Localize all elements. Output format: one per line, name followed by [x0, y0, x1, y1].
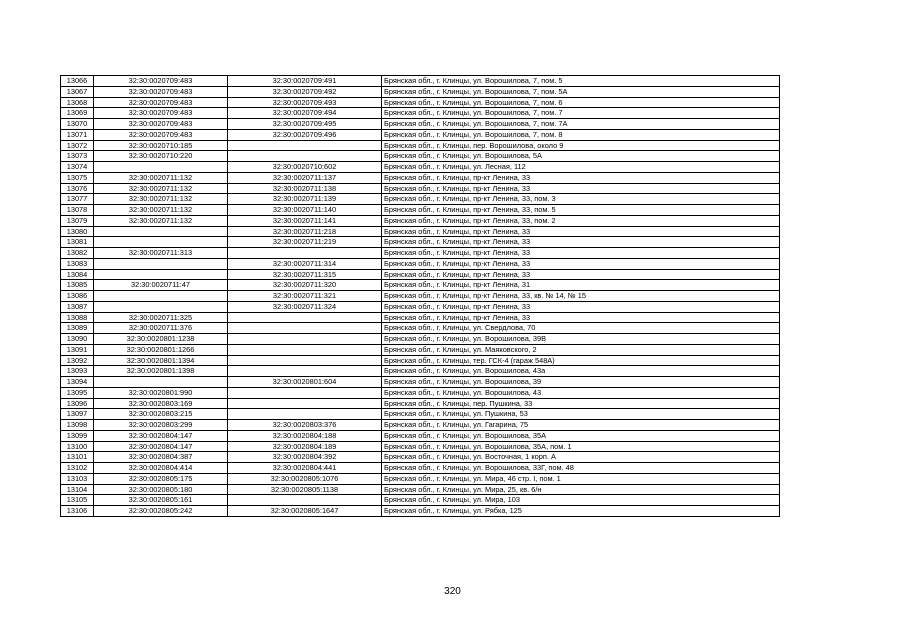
parcel-cadastral-number-cell: 32:30:0020711:132 — [94, 172, 228, 183]
address-cell: Брянская обл., г. Клинцы, пр-кт Ленина, 33, пом. 2 — [382, 215, 780, 226]
address-cell: Брянская обл., г. Клинцы, ул. Ворошилова, 7, пом. 6 — [382, 97, 780, 108]
parcel-cadastral-number-cell — [94, 301, 228, 312]
table-row — [61, 301, 780, 312]
object-cadastral-number-cell — [228, 151, 382, 162]
object-cadastral-number-cell: 32:30:0020801:604 — [228, 377, 382, 388]
parcel-cadastral-number-cell: 32:30:0020801:1394 — [94, 355, 228, 366]
address-cell: Брянская обл., г. Клинцы, тер. ГСК-4 (гараж 548А) — [382, 355, 780, 366]
object-cadastral-number-cell — [228, 323, 382, 334]
parcel-cadastral-number-cell: 32:30:0020803:299 — [94, 420, 228, 431]
address-cell: Брянская обл., г. Клинцы, ул. Ворошилова, 43а — [382, 366, 780, 377]
address-cell: Брянская обл., г. Клинцы, ул. Мира, 103 — [382, 495, 780, 506]
row-number-cell: 13102 — [61, 463, 94, 474]
object-cadastral-number-cell: 32:30:0020805:1076 — [228, 473, 382, 484]
row-number-cell: 13089 — [61, 323, 94, 334]
address-cell: Брянская обл., г. Клинцы, пр-кт Ленина, 33, пом. 5 — [382, 205, 780, 216]
parcel-cadastral-number-cell — [94, 269, 228, 280]
parcel-cadastral-number-cell — [94, 377, 228, 388]
object-cadastral-number-cell — [228, 398, 382, 409]
parcel-cadastral-number-cell: 32:30:0020711:132 — [94, 215, 228, 226]
row-number-cell: 13068 — [61, 97, 94, 108]
address-cell: Брянская обл., г. Клинцы, пр-кт Ленина, 31 — [382, 280, 780, 291]
table-row — [61, 387, 780, 398]
table-row — [61, 452, 780, 463]
row-number-cell: 13088 — [61, 312, 94, 323]
row-number-cell: 13083 — [61, 258, 94, 269]
table-row — [61, 441, 780, 452]
row-number-cell: 13072 — [61, 140, 94, 151]
table-row — [61, 473, 780, 484]
row-number-cell: 13076 — [61, 183, 94, 194]
table-row — [61, 172, 780, 183]
parcel-cadastral-number-cell: 32:30:0020805:242 — [94, 506, 228, 517]
table-row — [61, 430, 780, 441]
parcel-cadastral-number-cell: 32:30:0020711:132 — [94, 205, 228, 216]
table-row — [61, 291, 780, 302]
object-cadastral-number-cell: 32:30:0020711:219 — [228, 237, 382, 248]
table-row — [61, 226, 780, 237]
table-row — [61, 409, 780, 420]
object-cadastral-number-cell: 32:30:0020709:495 — [228, 119, 382, 130]
table-row — [61, 140, 780, 151]
object-cadastral-number-cell — [228, 344, 382, 355]
address-cell: Брянская обл., г. Клинцы, пр-кт Ленина, 33 — [382, 183, 780, 194]
table-row — [61, 334, 780, 345]
cadastral-register-table — [60, 75, 780, 517]
parcel-cadastral-number-cell: 32:30:0020709:483 — [94, 97, 228, 108]
address-cell: Брянская обл., г. Клинцы, ул. Пушкина, 53 — [382, 409, 780, 420]
table-row — [61, 258, 780, 269]
object-cadastral-number-cell — [228, 409, 382, 420]
address-cell: Брянская обл., г. Клинцы, ул. Мира, 46 стр. I, пом. 1 — [382, 473, 780, 484]
row-number-cell: 13091 — [61, 344, 94, 355]
parcel-cadastral-number-cell: 32:30:0020711:325 — [94, 312, 228, 323]
parcel-cadastral-number-cell: 32:30:0020711:132 — [94, 183, 228, 194]
row-number-cell: 13086 — [61, 291, 94, 302]
register-table-body — [61, 76, 780, 517]
parcel-cadastral-number-cell: 32:30:0020801:1266 — [94, 344, 228, 355]
address-cell: Брянская обл., г. Клинцы, ул. Ворошилова, 35А — [382, 430, 780, 441]
table-row — [61, 377, 780, 388]
parcel-cadastral-number-cell: 32:30:0020803:215 — [94, 409, 228, 420]
address-cell: Брянская обл., г. Клинцы, пр-кт Ленина, 33 — [382, 248, 780, 259]
table-row — [61, 398, 780, 409]
parcel-cadastral-number-cell: 32:30:0020710:220 — [94, 151, 228, 162]
object-cadastral-number-cell: 32:30:0020804:189 — [228, 441, 382, 452]
object-cadastral-number-cell: 32:30:0020711:320 — [228, 280, 382, 291]
parcel-cadastral-number-cell — [94, 237, 228, 248]
row-number-cell: 13099 — [61, 430, 94, 441]
table-row — [61, 495, 780, 506]
parcel-cadastral-number-cell: 32:30:0020710:185 — [94, 140, 228, 151]
address-cell: Брянская обл., г. Клинцы, ул. Рябка, 125 — [382, 506, 780, 517]
parcel-cadastral-number-cell: 32:30:0020804:414 — [94, 463, 228, 474]
address-cell: Брянская обл., г. Клинцы, ул. Гагарина, 75 — [382, 420, 780, 431]
parcel-cadastral-number-cell: 32:30:0020711:313 — [94, 248, 228, 259]
table-row — [61, 344, 780, 355]
parcel-cadastral-number-cell: 32:30:0020709:483 — [94, 129, 228, 140]
row-number-cell: 13077 — [61, 194, 94, 205]
parcel-cadastral-number-cell: 32:30:0020711:376 — [94, 323, 228, 334]
address-cell: Брянская обл., г. Клинцы, пр-кт Ленина, 33, кв. № 14, № 15 — [382, 291, 780, 302]
address-cell: Брянская обл., г. Клинцы, ул. Ворошилова, 33Г, пом. 48 — [382, 463, 780, 474]
address-cell: Брянская обл., г. Клинцы, ул. Ворошилова, 39 — [382, 377, 780, 388]
row-number-cell: 13073 — [61, 151, 94, 162]
table-row — [61, 323, 780, 334]
parcel-cadastral-number-cell — [94, 162, 228, 173]
row-number-cell: 13069 — [61, 108, 94, 119]
row-number-cell: 13078 — [61, 205, 94, 216]
row-number-cell: 13095 — [61, 387, 94, 398]
object-cadastral-number-cell — [228, 366, 382, 377]
object-cadastral-number-cell: 32:30:0020711:138 — [228, 183, 382, 194]
row-number-cell: 13067 — [61, 86, 94, 97]
row-number-cell: 13093 — [61, 366, 94, 377]
row-number-cell: 13094 — [61, 377, 94, 388]
table-row — [61, 76, 780, 87]
table-row — [61, 280, 780, 291]
table-row — [61, 162, 780, 173]
row-number-cell: 13074 — [61, 162, 94, 173]
row-number-cell: 13087 — [61, 301, 94, 312]
row-number-cell: 13084 — [61, 269, 94, 280]
object-cadastral-number-cell: 32:30:0020711:141 — [228, 215, 382, 226]
row-number-cell: 13070 — [61, 119, 94, 130]
address-cell: Брянская обл., г. Клинцы, ул. Свердлова, 70 — [382, 323, 780, 334]
table-row — [61, 215, 780, 226]
object-cadastral-number-cell: 32:30:0020711:140 — [228, 205, 382, 216]
parcel-cadastral-number-cell: 32:30:0020709:483 — [94, 108, 228, 119]
address-cell: Брянская обл., г. Клинцы, пр-кт Ленина, 33, пом. 3 — [382, 194, 780, 205]
row-number-cell: 13085 — [61, 280, 94, 291]
object-cadastral-number-cell: 32:30:0020710:602 — [228, 162, 382, 173]
object-cadastral-number-cell — [228, 312, 382, 323]
address-cell: Брянская обл., г. Клинцы, пр-кт Ленина, 33 — [382, 312, 780, 323]
row-number-cell: 13104 — [61, 484, 94, 495]
parcel-cadastral-number-cell: 32:30:0020801:990 — [94, 387, 228, 398]
row-number-cell: 13096 — [61, 398, 94, 409]
table-row — [61, 119, 780, 130]
row-number-cell: 13103 — [61, 473, 94, 484]
address-cell: Брянская обл., г. Клинцы, ул. Маяковского, 2 — [382, 344, 780, 355]
table-row — [61, 366, 780, 377]
parcel-cadastral-number-cell: 32:30:0020805:161 — [94, 495, 228, 506]
address-cell: Брянская обл., г. Клинцы, пр-кт Ленина, 33 — [382, 172, 780, 183]
parcel-cadastral-number-cell: 32:30:0020709:483 — [94, 119, 228, 130]
object-cadastral-number-cell — [228, 334, 382, 345]
table-row — [61, 97, 780, 108]
address-cell: Брянская обл., г. Клинцы, ул. Ворошилова, 7, пом. 8 — [382, 129, 780, 140]
table-row — [61, 205, 780, 216]
address-cell: Брянская обл., г. Клинцы, ул. Ворошилова, 7, пом. 5А — [382, 86, 780, 97]
object-cadastral-number-cell: 32:30:0020711:139 — [228, 194, 382, 205]
object-cadastral-number-cell: 32:30:0020711:218 — [228, 226, 382, 237]
address-cell: Брянская обл., г. Клинцы, пер. Пушкина, 33 — [382, 398, 780, 409]
table-row — [61, 506, 780, 517]
table-row — [61, 108, 780, 119]
address-cell: Брянская обл., г. Клинцы, пр-кт Ленина, 33 — [382, 269, 780, 280]
table-row — [61, 312, 780, 323]
parcel-cadastral-number-cell: 32:30:0020805:175 — [94, 473, 228, 484]
parcel-cadastral-number-cell: 32:30:0020711:132 — [94, 194, 228, 205]
row-number-cell: 13090 — [61, 334, 94, 345]
address-cell: Брянская обл., г. Клинцы, ул. Восточная, 1 корп. А — [382, 452, 780, 463]
row-number-cell: 13080 — [61, 226, 94, 237]
address-cell: Брянская обл., г. Клинцы, ул. Ворошилова, 39В — [382, 334, 780, 345]
parcel-cadastral-number-cell — [94, 226, 228, 237]
object-cadastral-number-cell: 32:30:0020805:1138 — [228, 484, 382, 495]
table-row — [61, 420, 780, 431]
object-cadastral-number-cell: 32:30:0020709:491 — [228, 76, 382, 87]
parcel-cadastral-number-cell: 32:30:0020709:483 — [94, 76, 228, 87]
parcel-cadastral-number-cell: 32:30:0020711:47 — [94, 280, 228, 291]
parcel-cadastral-number-cell — [94, 258, 228, 269]
object-cadastral-number-cell: 32:30:0020804:441 — [228, 463, 382, 474]
parcel-cadastral-number-cell: 32:30:0020804:387 — [94, 452, 228, 463]
table-row — [61, 355, 780, 366]
object-cadastral-number-cell: 32:30:0020803:376 — [228, 420, 382, 431]
parcel-cadastral-number-cell: 32:30:0020805:180 — [94, 484, 228, 495]
parcel-cadastral-number-cell: 32:30:0020804:147 — [94, 430, 228, 441]
table-row — [61, 86, 780, 97]
object-cadastral-number-cell: 32:30:0020711:321 — [228, 291, 382, 302]
row-number-cell: 13079 — [61, 215, 94, 226]
address-cell: Брянская обл., г. Клинцы, ул. Ворошилова, 7, пом. 7А — [382, 119, 780, 130]
row-number-cell: 13101 — [61, 452, 94, 463]
object-cadastral-number-cell: 32:30:0020804:188 — [228, 430, 382, 441]
row-number-cell: 13106 — [61, 506, 94, 517]
parcel-cadastral-number-cell: 32:30:0020801:1398 — [94, 366, 228, 377]
row-number-cell: 13098 — [61, 420, 94, 431]
object-cadastral-number-cell: 32:30:0020711:314 — [228, 258, 382, 269]
row-number-cell: 13082 — [61, 248, 94, 259]
parcel-cadastral-number-cell: 32:30:0020804:147 — [94, 441, 228, 452]
table-row — [61, 463, 780, 474]
address-cell: Брянская обл., г. Клинцы, пр-кт Ленина, 33 — [382, 301, 780, 312]
parcel-cadastral-number-cell: 32:30:0020803:169 — [94, 398, 228, 409]
object-cadastral-number-cell: 32:30:0020711:315 — [228, 269, 382, 280]
parcel-cadastral-number-cell: 32:30:0020709:483 — [94, 86, 228, 97]
address-cell: Брянская обл., г. Клинцы, ул. Ворошилова, 43 — [382, 387, 780, 398]
address-cell: Брянская обл., г. Клинцы, пр-кт Ленина, 33 — [382, 258, 780, 269]
object-cadastral-number-cell: 32:30:0020711:137 — [228, 172, 382, 183]
table-row — [61, 248, 780, 259]
table-row — [61, 269, 780, 280]
row-number-cell: 13066 — [61, 76, 94, 87]
page-number: 320 — [444, 586, 461, 597]
address-cell: Брянская обл., г. Клинцы, ул. Ворошилова, 35А, пом. 1 — [382, 441, 780, 452]
table-row — [61, 194, 780, 205]
address-cell: Брянская обл., г. Клинцы, ул. Мира, 25, кв. 6/н — [382, 484, 780, 495]
object-cadastral-number-cell — [228, 387, 382, 398]
object-cadastral-number-cell — [228, 140, 382, 151]
table-row — [61, 151, 780, 162]
address-cell: Брянская обл., г. Клинцы, пер. Ворошилова, около 9 — [382, 140, 780, 151]
object-cadastral-number-cell: 32:30:0020804:392 — [228, 452, 382, 463]
row-number-cell: 13105 — [61, 495, 94, 506]
row-number-cell: 13097 — [61, 409, 94, 420]
parcel-cadastral-number-cell: 32:30:0020801:1238 — [94, 334, 228, 345]
address-cell: Брянская обл., г. Клинцы, пр-кт Ленина, 33 — [382, 226, 780, 237]
table-row — [61, 129, 780, 140]
address-cell: Брянская обл., г. Клинцы, ул. Ворошилова, 5А — [382, 151, 780, 162]
object-cadastral-number-cell — [228, 495, 382, 506]
table-row — [61, 484, 780, 495]
row-number-cell: 13081 — [61, 237, 94, 248]
address-cell: Брянская обл., г. Клинцы, пр-кт Ленина, 33 — [382, 237, 780, 248]
address-cell: Брянская обл., г. Клинцы, ул. Ворошилова, 7, пом. 7 — [382, 108, 780, 119]
row-number-cell: 13100 — [61, 441, 94, 452]
parcel-cadastral-number-cell — [94, 291, 228, 302]
table-row — [61, 237, 780, 248]
object-cadastral-number-cell: 32:30:0020805:1647 — [228, 506, 382, 517]
object-cadastral-number-cell: 32:30:0020709:493 — [228, 97, 382, 108]
object-cadastral-number-cell — [228, 355, 382, 366]
object-cadastral-number-cell — [228, 248, 382, 259]
object-cadastral-number-cell: 32:30:0020709:496 — [228, 129, 382, 140]
address-cell: Брянская обл., г. Клинцы, ул. Лесная, 112 — [382, 162, 780, 173]
address-cell: Брянская обл., г. Клинцы, ул. Ворошилова, 7, пом. 5 — [382, 76, 780, 87]
table-row — [61, 183, 780, 194]
row-number-cell: 13075 — [61, 172, 94, 183]
object-cadastral-number-cell: 32:30:0020711:324 — [228, 301, 382, 312]
row-number-cell: 13071 — [61, 129, 94, 140]
object-cadastral-number-cell: 32:30:0020709:494 — [228, 108, 382, 119]
row-number-cell: 13092 — [61, 355, 94, 366]
object-cadastral-number-cell: 32:30:0020709:492 — [228, 86, 382, 97]
